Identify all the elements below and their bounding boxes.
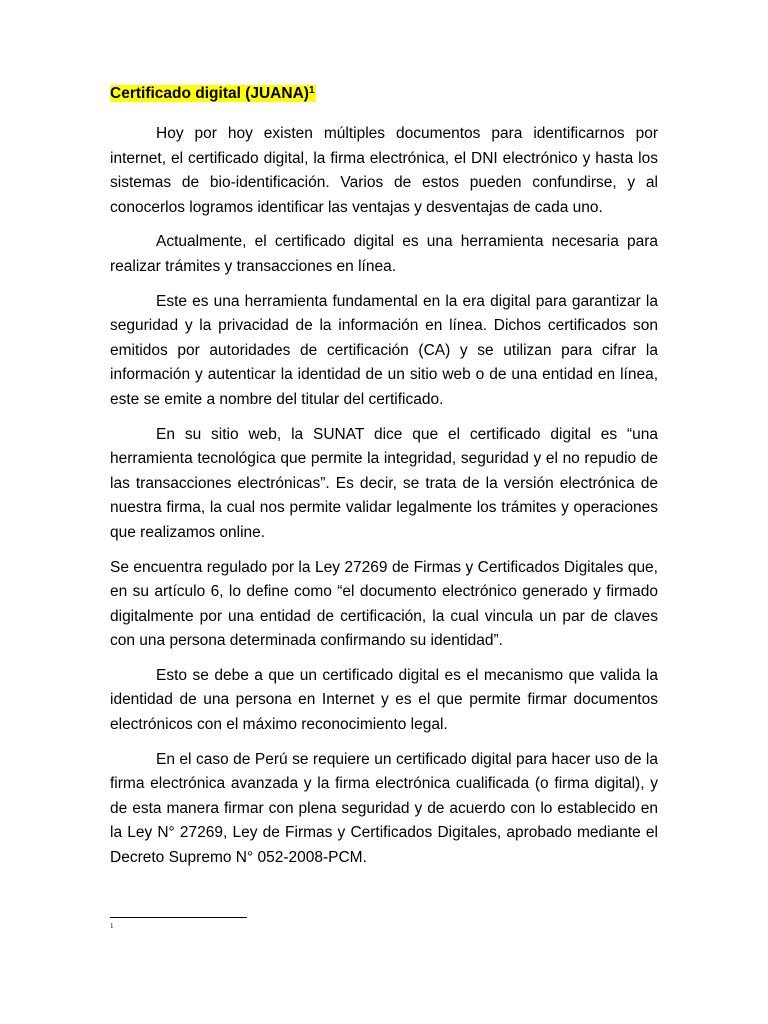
paragraph-6: Esto se debe a que un certificado digital es el mecanismo que valida la identidad de una persona en Internet y es el que permite firmar documentos electrónicos con el máximo reconocimiento legal.: [110, 666, 658, 734]
title-highlight: [110, 85, 316, 102]
paragraph-7: En el caso de Perú se requiere un certificado digital para hacer uso de la firma electrónica avanzada y la firma electrónica cualificada (o firma digital), y de esta manera firmar con plena seguridad y de acuerdo con lo establecido en la Ley N° 27269, Ley de Firmas y Certificados Digitales, aprobado mediante el Decreto Supremo N° 052-2008-PCM.: [110, 750, 658, 867]
paragraph-5: Se encuentra regulado por la Ley 27269 de Firmas y Certificados Digitales que, en su artículo 6, lo define como “el documento electrónico generado y firmado digitalmente por una entidad de certificación, la cual vincula un par de claves con una persona determinada confirmando su identidad”.: [110, 558, 658, 650]
document-title: [110, 84, 658, 104]
paragraph-3: Este es una herramienta fundamental en la era digital para garantizar la seguridad y la privacidad de la información en línea. Dichos certificados son emitidos por autoridades de certificación (CA) y se utilizan para cifrar la información y autenticar la identidad de un sitio web o de una entidad en línea, este se emite a nombre del titular del certificado.: [110, 292, 658, 408]
footnote-separator: [110, 917, 247, 918]
title-text: Certificado digital (JUANA): [110, 85, 309, 102]
paragraph-4: En su sitio web, la SUNAT dice que el certificado digital es “una herramienta tecnológica que permite la integridad, seguridad y el no repudio de las transacciones electrónicas”. Es decir, se trata de la versión electrónica de nuestra firma, la cual nos permite validar legalmente los trámites y operaciones que realizamos online.: [110, 425, 658, 541]
paragraph-1: Hoy por hoy existen múltiples documentos para identificarnos por internet, el certificado digital, la firma electrónica, el DNI electrónico y hasta los sistemas de bio-identificación. Varios de estos pueden confundirse, y al conocerlos logramos identificar las ventajas y desventajas de cada uno.: [110, 125, 658, 216]
paragraph-2: Actualmente, el certificado digital es una herramienta necesaria para realizar trámites y transacciones en línea.: [110, 233, 658, 275]
document-body: [110, 84, 658, 881]
title-footnote-ref[interactable]: 1: [308, 85, 315, 96]
footnote-number: 1: [110, 922, 114, 930]
